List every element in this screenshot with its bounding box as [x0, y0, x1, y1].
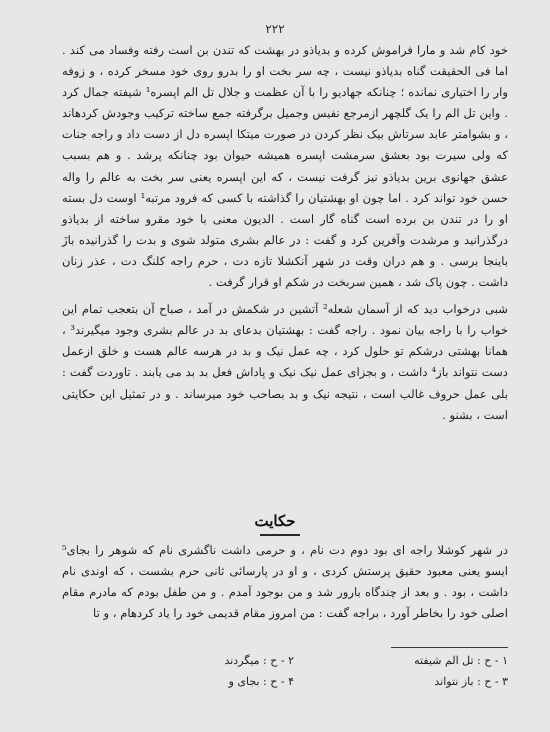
- story-text-block: [62, 540, 508, 624]
- section-heading-underline: [260, 534, 300, 536]
- footnote-item: ۱ - ح : تل الم شیفته: [414, 654, 508, 667]
- page-number: ۲۲۲: [265, 22, 285, 36]
- footnotes: [80, 650, 508, 692]
- paragraph-2: شبی درخواب دید که از آسمان شعله² آتشین در شکمش در آمد ، صباح آن بتعجب تمام این خواب را با راجه بیان نمود . راجه گفت : بهشتیان بدعای بد در عالم بشری وجود میگیرند³ ، همانا بهشتی درشکم تو حلول کرد ، چه عمل نیک و بد در هرسه عالم هست و خلق ازعمل دست نتواند باز⁴ داشت ، و بجزای عمل نیک نیک و پاداش فعل بد بد می یابند . تاوردت گفت : بلی عمل حروف غالب است ، نتیجه نیک و بد بصاحب خود میرساند . و در تمثیل این حکایتی است ، بشنو .: [62, 302, 508, 422]
- footnote-divider: [391, 647, 508, 648]
- footnote-row: [80, 671, 508, 692]
- footnote-item: ۳ - ح : باز نتواند: [434, 675, 508, 688]
- story-paragraph: در شهر کوشلا راجه ای بود دوم دت نام ، و حرمی داشت ناگشری نام که شوهر را بجای⁵ ایسو یعنی معبود حقیق پرستش کردی ، و او در پارسائی ثانی حرم بشست ، که اوندی نام داشت ، بود . و بعد از چندگاه بارور شد و من بوجود آمدم . و من طفل بودم که مادرم مقام اصلی خود را بخاطر آورد ، براجه گفت : من امروز مقام قدیمی خود را یاد کردهام ، و تا: [62, 543, 508, 621]
- main-text-block: [62, 40, 508, 426]
- footnote-row: [80, 650, 508, 671]
- section-heading: حکایت: [254, 512, 296, 530]
- paragraph-1: خود کام شد و مارا فراموش کرده و بدیاذو در بهشت که تندن بن است رفته وفساد می کند . اما فی الحقیقت گناه بدیاذو نیست ، چه سر بخت او را بدرو روی خود مسخر کرده ، و زوفه وار را اختیاری نمانده ؛ چنانکه جهادیو را با آن عظمت و جلال تل الم اپسره¹ شیفته جمال کرد . واین تل الم را یک گلچهر ازمرجع نفیس وجمیل برگرفته جمع ساخته ترکیب وجودش کردهاند ، و بشوامتر عابد سرتاش بیک نظر کردن در صورت میتکا اپسره دل از دست داد و راجه جنات که ولی سیرت بود بعشق سرمشت اپسره همیشه حیوان بود چنانکه پرشد . و هم بسبب عشق جهانوی برین بدیاذو نیز گرفت نیست ، که این اپسره یعنی سر بخت به عالم را واله حسن خود تواند کرد . اما چون او بهشتیان را گذاشته با کسی که فرود مرتبه¹ اوست دل بسته او را در تندن بن برده است گناه گار است . الدیون معنی با خود مقرو ساخته از بدیاذو درگذرانید و مرشدت وآفرین کرد و گفت : در عالم بشری متولد شوی و بدت را گذرانیده بازَ باینجا برسی . و هم دران وقت در شهر آنکشلا تازه دت ، حرم راجه کلنگ دت ، عذر زنان داشت . چون پاک شد ، همین سربخت در شکم او قرار گرفت .: [62, 43, 508, 290]
- footnote-item: ۲ - ح : میگردند: [224, 654, 294, 667]
- footnote-item: ۴ - ح : بجای و: [228, 675, 294, 688]
